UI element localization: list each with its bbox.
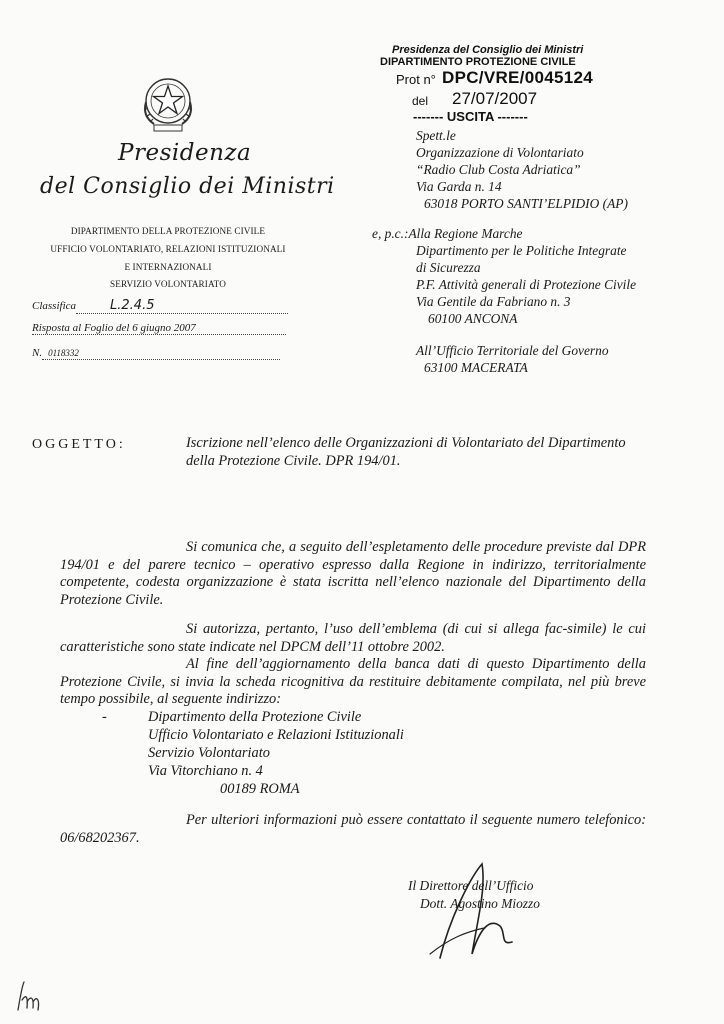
paragraph-text: Si autorizza, pertanto, l’uso dell’emblema (di cui si allega fac-simile) le cui caratteristiche sono state indicate nel DPCM dell’11 ottobre 2002. [60,621,646,655]
stamp-presidenza: Presidenza del Consiglio dei Ministri [392,44,584,56]
return-address-line: Dipartimento della Protezione Civile [148,709,362,725]
handwritten-signature [420,858,530,968]
cc-line: di Sicurezza [416,260,481,275]
recipient-line: Via Garda n. 14 [416,179,502,194]
stamp-uscita: ------- USCITA ------- [413,109,528,124]
numero-value: 0118332 [48,348,79,358]
stamp-del-label: del [412,94,429,108]
cc-prefix: e, p.c.: [372,226,409,241]
paragraph-text: Al fine dell’aggiornamento della banca dati di questo Dipartimento della Protezione Civile, si invia la scheda ricognitiva da restituire debitamente compilata, nel più breve tempo possibile, al seguente indirizzo: [60,656,646,707]
recipient-address [416,127,628,212]
recipient-line: Spett.le [416,128,456,143]
gov-city: 63100 MACERATA [424,360,528,375]
return-address-city: 00189 ROMA [220,781,300,797]
oggetto-label: OGGETTO: [32,437,126,452]
return-address [102,708,404,798]
return-address-line: Servizio Volontariato [148,745,270,761]
letterhead-presidenza: Presidenza [118,140,252,166]
oggetto-text: Iscrizione nell’elenco delle Organizzazioni di Volontariato del Dipartimento della Protezione Civile. DPR 194/01. [186,435,626,469]
stamp-del-value: 27/07/2007 [452,89,538,108]
gov-line: All’Ufficio Territoriale del Governo [416,343,609,358]
cc-address [372,225,636,327]
stamp-prot-label: Prot n° [396,72,436,87]
classifica-value: L.2.4.5 [110,298,155,313]
letterhead-consiglio: del Consiglio dei Ministri [40,174,335,199]
signature-title: Il Direttore dell’Ufficio [408,878,534,893]
stamp-dipartimento: DIPARTIMENTO PROTEZIONE CIVILE [380,56,576,68]
recipient-line: Organizzazione di Volontariato [416,145,584,160]
signature-block [408,877,540,913]
body-paragraph-4 [60,812,646,847]
cc-first: Alla Regione Marche [408,226,523,241]
italian-republic-emblem-icon [138,72,198,134]
return-address-line: Ufficio Volontariato e Relazioni Istituzionali [148,727,404,743]
cc-city: 60100 ANCONA [428,311,518,326]
signature-name: Dott. Agostino Miozzo [420,896,540,911]
risposta-text: Risposta al Foglio del 6 giugno 2007 [32,322,196,334]
paragraph-text: Si comunica che, a seguito dell’espletamento delle procedure previste dal DPR 194/01 e del parere tecnico – operativo espresso dalla Regione in indirizzo, territorialmente competente, codesta organizzazione è stata iscritta nell’elenco nazionale del Dipartimento della Protezione Civile. [60,539,646,608]
numero-field [32,347,280,360]
cc-line: Dipartimento per le Politiche Integrate [416,243,627,258]
recipient-line: “Radio Club Costa Adriatica” [416,162,581,177]
dept-line: DIPARTIMENTO DELLA PROTEZIONE CIVILE [70,226,266,236]
body-paragraph-3 [60,656,646,709]
dept-line: SERVIZIO VOLONTARIATO [110,279,226,289]
paragraph-text: Per ulteriori informazioni può essere contattato il seguente numero telefonico: 06/68202367. [60,812,646,846]
recipient-city: 63018 PORTO SANTI’ELPIDIO (AP) [424,196,628,211]
return-address-line: Via Vitorchiano n. 4 [148,763,263,779]
numero-label: N. [32,347,43,359]
cc-line: P.F. Attività generali di Protezione Civile [416,277,637,292]
stamp-prot-value: DPC/VRE/0045124 [442,68,593,87]
cc-line: Via Gentile da Fabriano n. 3 [416,294,571,309]
classifica-field [32,298,288,314]
dept-line: UFFICIO VOLONTARIATO, RELAZIONI ISTITUZIONALI [50,244,286,254]
gov-address [416,342,609,376]
address-dash: - [102,709,107,725]
dept-line: E INTERNAZIONALI [124,262,212,272]
body-paragraph-2 [60,621,646,656]
risposta-field [32,322,286,335]
classifica-label: Classifica [32,300,77,312]
handwritten-initials [14,978,42,1014]
body-paragraph-1 [60,539,646,609]
